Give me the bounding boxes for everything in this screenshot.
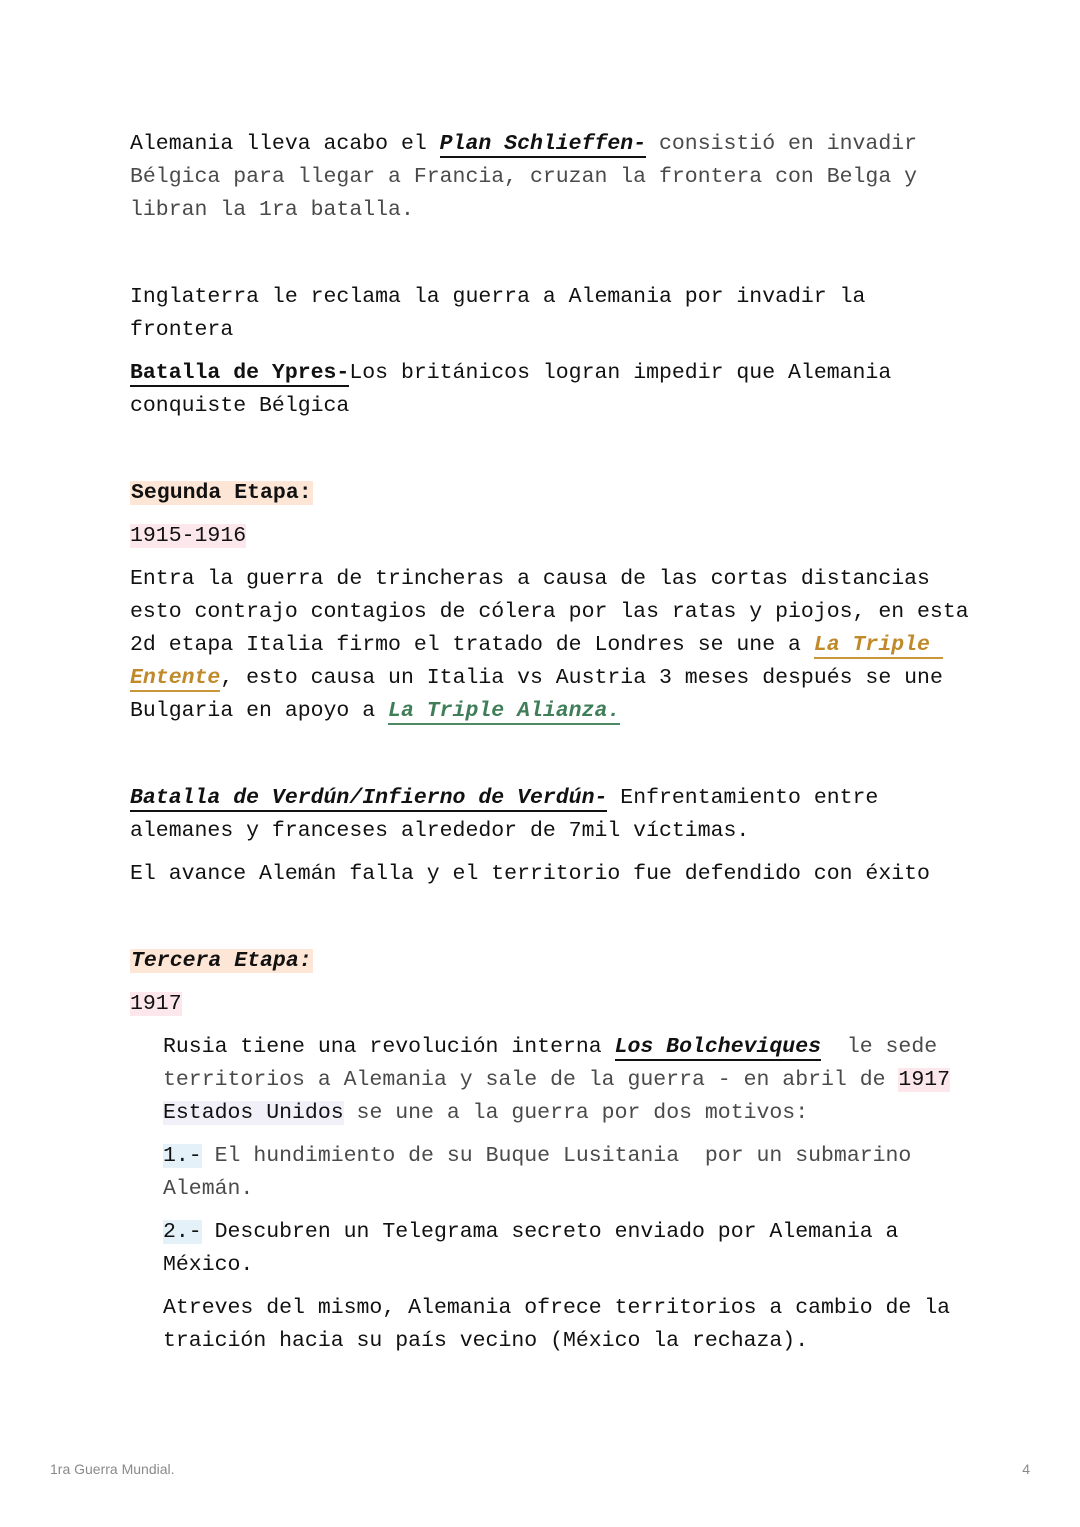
text: se une a la guerra por dos motivos: bbox=[343, 1101, 809, 1125]
segunda-years bbox=[130, 520, 970, 553]
text: Descubren un Telegrama secreto enviado por Alemania a México. bbox=[163, 1220, 912, 1277]
motivo-2 bbox=[163, 1216, 970, 1282]
year-1917: 1917 bbox=[898, 1068, 951, 1092]
term-triple-alianza: La Triple Alianza. bbox=[388, 699, 621, 723]
heading-text: Tercera Etapa: bbox=[131, 949, 312, 973]
paragraph-avance-aleman: El avance Alemán falla y el territorio fue defendido con éxito bbox=[130, 862, 930, 886]
heading-tercera-etapa bbox=[130, 945, 970, 978]
term-estados-unidos: Estados Unidos bbox=[163, 1101, 344, 1125]
text: Los británicos logran impedir que Alemania conquiste Bélgica bbox=[130, 361, 905, 418]
document-body bbox=[130, 128, 982, 1368]
tercera-content bbox=[130, 1031, 970, 1358]
year-text: 1917 bbox=[130, 992, 182, 1016]
page-number: 4 bbox=[1022, 1461, 1030, 1477]
paragraph-trincheras bbox=[130, 563, 982, 728]
text: Enfrentamiento entre alemanes y franceses alrededor de 7mil víctimas. bbox=[130, 786, 892, 843]
heading-text: Segunda Etapa: bbox=[131, 481, 312, 505]
term-batalla-ypres: Batalla de Ypres- bbox=[130, 361, 350, 385]
paragraph-inglaterra: Inglaterra le reclama la guerra a Alemania por invadir la frontera bbox=[130, 285, 879, 342]
paragraph-verdun bbox=[130, 782, 970, 848]
heading-segunda-etapa bbox=[130, 477, 970, 510]
text: consistió en invadir Bélgica para llegar a Francia, cruzan la frontera con Belga y libran la 1ra batalla. bbox=[130, 132, 930, 222]
motivo-number: 1.- bbox=[163, 1144, 202, 1168]
text: Alemania lleva acabo el bbox=[130, 132, 440, 156]
paragraph-ypres bbox=[130, 357, 970, 423]
footer-title: 1ra Guerra Mundial. bbox=[50, 1461, 175, 1477]
space bbox=[950, 1068, 963, 1092]
text: Entra la guerra de trincheras a causa de las cortas distancias esto contrajo contagios de cólera por las ratas y piojos, en esta 2d etapa Italia firmo el tratado de Londres se une a bbox=[130, 567, 982, 657]
term-bolcheviques: Los Bolcheviques bbox=[614, 1035, 822, 1059]
term-batalla-verdun: Batalla de Verdún/Infierno de Verdún- bbox=[130, 786, 608, 810]
text: El hundimiento de su Buque Lusitania por un submarino Alemán. bbox=[163, 1144, 925, 1201]
paragraph-rusia bbox=[163, 1031, 970, 1130]
years-text: 1915-1916 bbox=[130, 524, 247, 548]
motivo-number: 2.- bbox=[163, 1220, 202, 1244]
paragraph-plan-schlieffen bbox=[130, 128, 970, 227]
tercera-year bbox=[130, 988, 970, 1021]
paragraph-traicion: Atreves del mismo, Alemania ofrece territorios a cambio de la traición hacia su país vecino (México la rechaza). bbox=[163, 1296, 963, 1353]
term-triple-entente: La Triple Entente bbox=[130, 633, 943, 690]
text: le sede territorios a Alemania y sale de la guerra - en abril de bbox=[163, 1035, 951, 1092]
motivo-1 bbox=[163, 1140, 970, 1206]
term-plan-schlieffen: Plan Schlieffen- bbox=[439, 132, 647, 156]
text: Rusia tiene una revolución interna bbox=[163, 1035, 615, 1059]
text: , esto causa un Italia vs Austria 3 meses después se une Bulgaria en apoyo a bbox=[130, 666, 956, 723]
